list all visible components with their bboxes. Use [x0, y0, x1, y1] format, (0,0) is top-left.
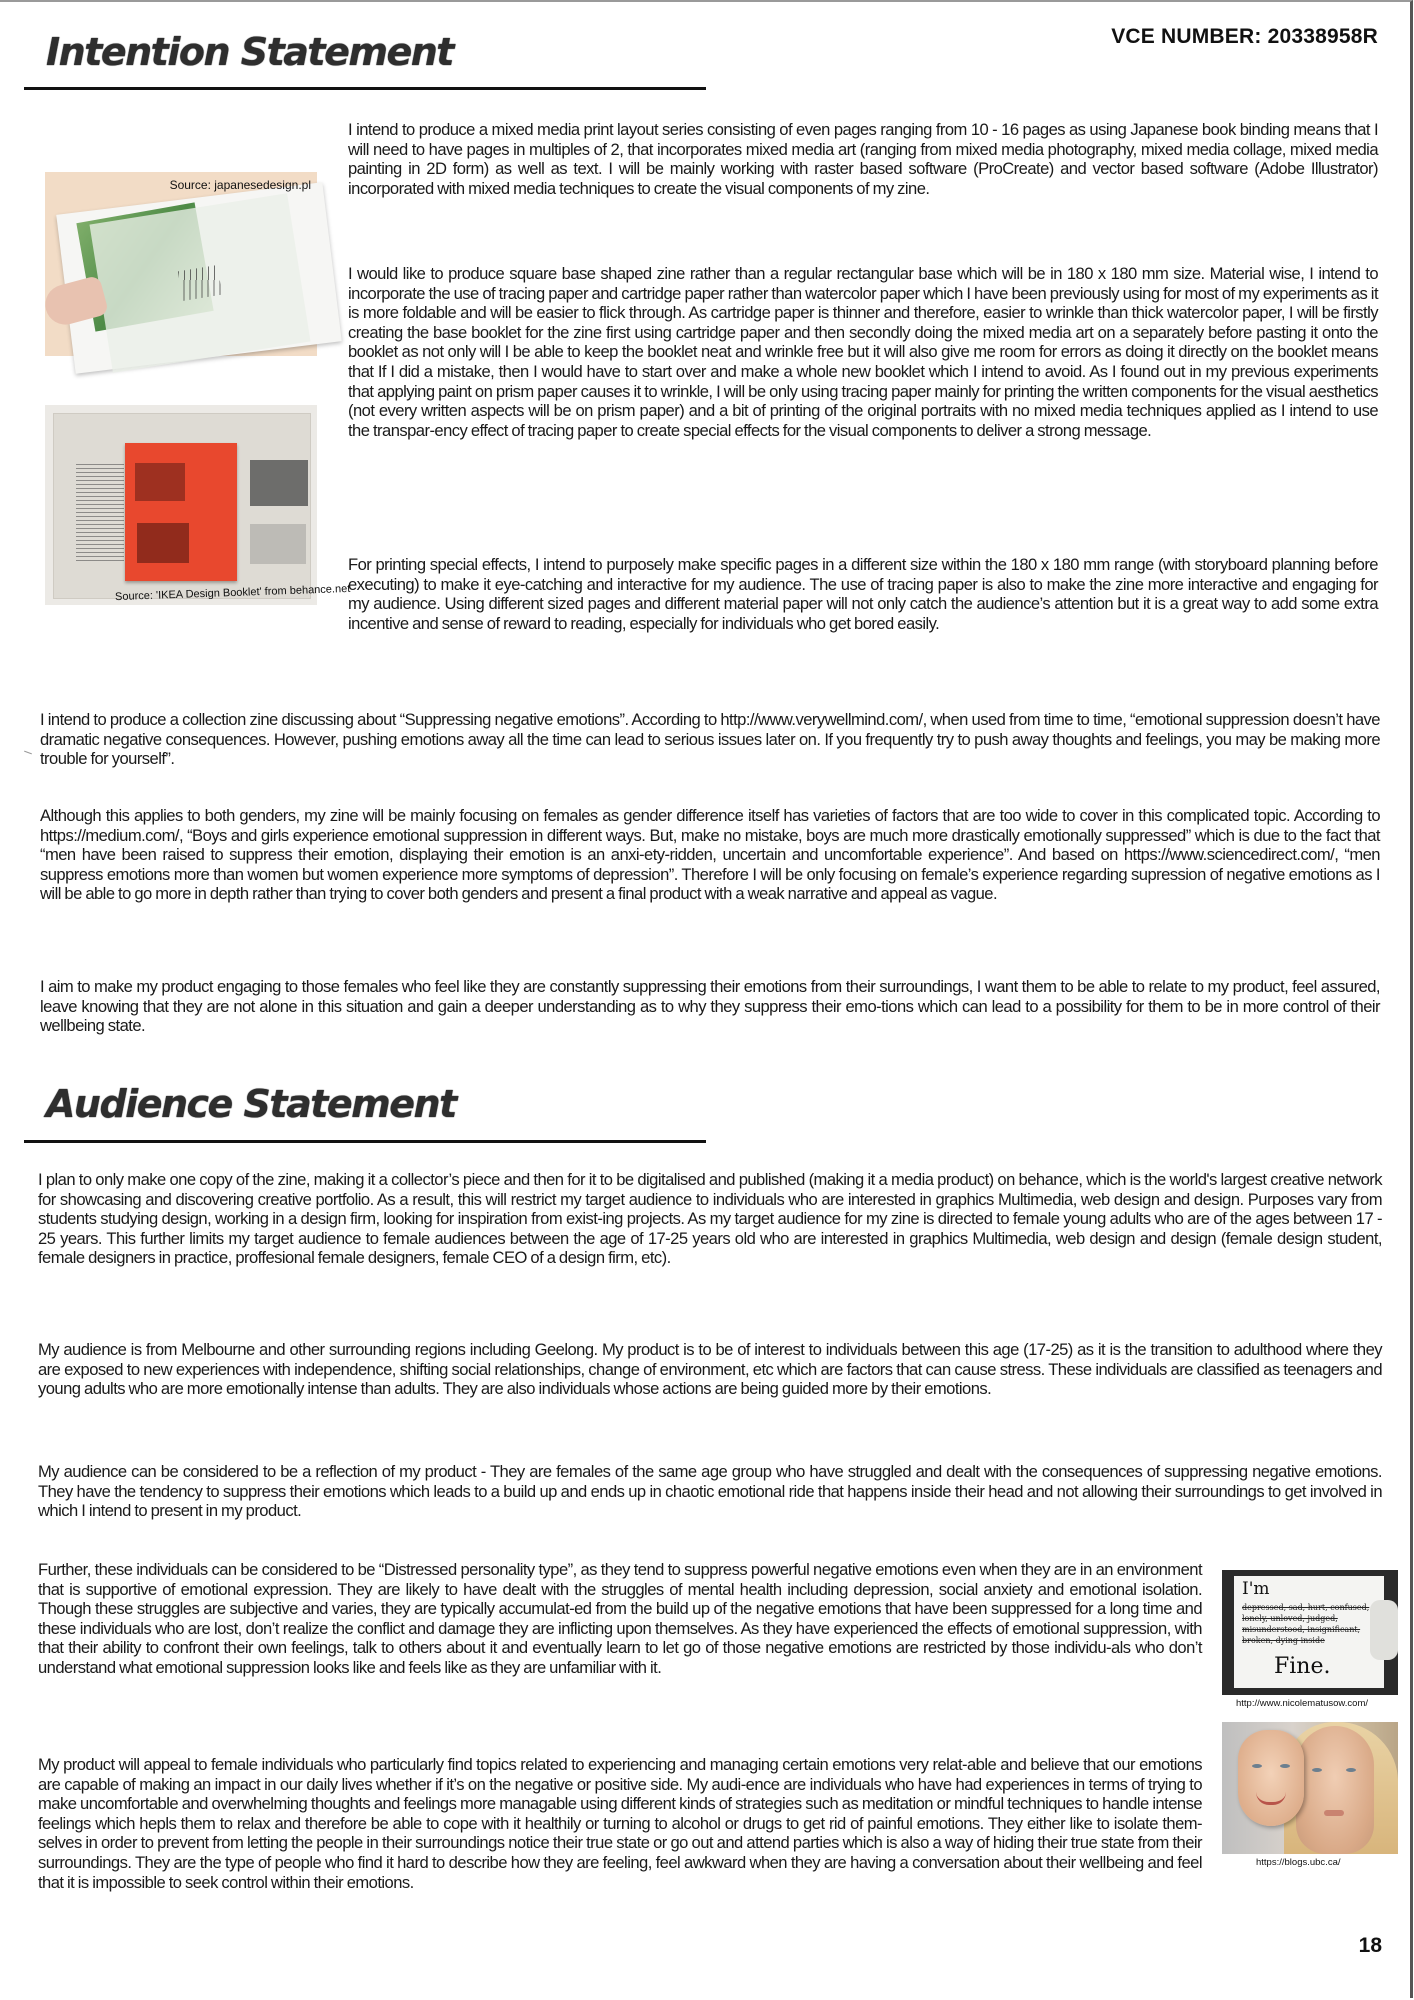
- im-fine-sign-image: [1222, 1570, 1398, 1695]
- sign-struck-words: depressed, sad, hurt, confused, lonely, unloved, judged, misunderstood, insignificant, broken, dying inside: [1242, 1603, 1370, 1645]
- audience-heading-rule: [24, 1140, 706, 1143]
- audience-paragraph: My audience is from Melbourne and other surrounding regions including Geelong. My product is to be of interest to individuals between this age (17-25) as it is the transition to adulthood where they are exposed to new experiences with independence, shifting social relationships, change of environment, etc which are factors that can cause stress. These individuals are classified as teenagers and young adults who are more emotionally intense than adults. They are also individuals whose actions are being guided more by their emotions.: [38, 1340, 1382, 1399]
- sign-text-bottom: Fine.: [1274, 1654, 1331, 1679]
- audience-paragraph: I plan to only make one copy of the zine, making it a collector’s piece and then for it to be digitalised and published (making it a media product) on behance, which is the world's largest creative network for showcasing and discovering creative portfolio. As a result, this will restrict my target audience to individuals who are interested in graphics Multimedia, web design and design. Purposes vary from students studying design, working in a design firm, looking for inspiration from exist-ing projects. As my target audience for my zine is directed to female young adults who are of the ages between 17 - 25 years. This further limits my target audience to female audiences between the age of 17-25 years old who are interested in graphics Multimedia, web design and design (female design student, female designers in practice, proffesional female designers, female CEO of a design firm, etc).: [38, 1170, 1382, 1268]
- ikea-booklet-image: [45, 405, 351, 605]
- audience-paragraph: Further, these individuals can be considered to be “Distressed personality type”, as they tend to suppress powerful negative emotions even when they are in an environment that is supportive of emotional expression. They are likely to have dealt with the struggles of mental health including depression, social anxiety and emotional isolation. Though these struggles are subjective and varies, they are typically accumulat-ed from the build up of the negative emotions that have been suppressed for a long time and these individuals who are lost, don’t realize the conflict and damage they are inflicting upon themselves. As they have experienced the effects of emotional suppression, with that their ability to confront their own feelings, talk to others about it and eventually learn to let go of those negative emotions are restricted by those individu-als who don’t understand what emotional suppression looks like and feels like as they are unfamiliar with it.: [38, 1560, 1202, 1677]
- lips: [1324, 1810, 1344, 1816]
- photo-print: [135, 463, 185, 501]
- tracing-paper-page: [89, 193, 310, 372]
- intention-heading-rule: [24, 87, 706, 90]
- scan-mark: [24, 751, 32, 755]
- bw-photo: [250, 460, 308, 506]
- intention-paragraph: I would like to produce square base shaped zine rather than a regular rectangular base which will be in 180 x 180 mm size. Material wise, I intend to incorporate the use of tracing paper and cartridge paper rather than watercolor paper which I have been previously using for most of my experiments as it is more foldable and will be easier to flick through. As cartridge paper is thinner and therefore, easier to wrinkle than thick watercolor paper, I will be firstly creating the base booklet for the zine first using cartridge paper and then secondly doing the mixed media art on a separately before pasting it onto the booklet as not only will I be able to keep the booklet neat and wrinkle free but it will also give me room for errors as doing it directly on the booklet means that If I did a mistake, then I would have to start over and make a whole new booklet which I intend to avoid. As I found out in my previous experiments that applying paint on prism paper causes it to wrinkle, I will be only using tracing paper mainly for printing the written components for the visual aesthetics (not every written aspects will be on prism paper) and a bit of printing of the original portraits with no mixed media techniques applied as I intend to use the transpar-ency effect of tracing paper to create special effects for the visual components to deliver a strong message.: [348, 264, 1378, 440]
- intention-paragraph: I intend to produce a collection zine discussing about “Suppressing negative emotions”. According to http://www.verywellmind.com/, when used from time to time, “emotional suppression doesn’t have dramatic negative consequences. However, pushing emotions away all the time can lead to serious issues later on. If you frequently try to push away thoughts and feelings, you may be making more trouble for yourself”.: [40, 710, 1380, 769]
- eye: [1312, 1768, 1322, 1772]
- eye: [1252, 1764, 1262, 1768]
- eye: [1346, 1768, 1356, 1772]
- intention-paragraph: I aim to make my product engaging to those females who feel like they are constantly suppressing their emotions from their surroundings, I want them to be able to relate to my product, feel assured, leave knowing that they are not alone in this situation and gain a deeper understanding as to why they suppress their emo-tions which can lead to a possibility for them to be in more control of their wellbeing state.: [40, 977, 1380, 1036]
- photo-print: [137, 523, 189, 563]
- page-number: 18: [1358, 1934, 1382, 1957]
- audience-paragraph: My product will appeal to female individuals who particularly find topics related to experiencing and managing certain emotions very relat-able and believe that our emotions are capable of making an impact in our daily lives whether if it’s on the negative or positive side. My audi-ence are individuals who have had experiences in terms of trying to make uncomfortable and overwhelming thoughts and feelings more managable using different kinds of strategies such as meditation or mindful techniques to handle intense feelings which hepls them to relax and therefore be able to cope with it healthily or turning to alcohol or drugs to get rid of painful emotions. They either like to isolate them-selves in order to prevent from letting the people in their surroundings notice their true state or go out and attend parties which is also a way of hiding their true state from their surroundings. They are the type of people who find it hard to describe how they are feeling, feel awkward when they are having a conversation about their wellbeing and feel that it is impossible to seek control within their emotions.: [38, 1755, 1202, 1892]
- intention-paragraph: For printing special effects, I intend to purposely make specific pages in a different size within the 180 x 180 mm range (with storyboard planning before executing) to make it eye-catching and interactive for my audience. The use of tracing paper is also to make the zine more interactive and engaging for my audience. Using different sized pages and different material paper will not only catch the audience’s attention but it is a great way to add some extra incentive and sense of reward to reading, especially for individuals who get bored easily.: [348, 555, 1378, 633]
- eye: [1280, 1764, 1290, 1768]
- audience-paragraph: My audience can be considered to be a reflection of my product - They are females of the same age group who have struggled and dealt with the consequences of suppressing negative emotions. They have the tendency to suppress their emotions which leads to a build up and ends up in chaotic emotional ride that happens inside their head and not allowing their surroundings to get involved in which I intend to present in my product.: [38, 1462, 1382, 1521]
- hand: [1370, 1600, 1398, 1660]
- red-tracing-page: [125, 443, 237, 581]
- text-column: [76, 464, 124, 564]
- sign-text-top: I'm: [1242, 1579, 1270, 1599]
- bw-photo: [250, 524, 306, 564]
- serious-face: [1296, 1726, 1374, 1854]
- audience-heading: Audience Statement: [46, 1082, 456, 1126]
- mask-woman-image: [1222, 1722, 1398, 1854]
- smile: [1256, 1792, 1286, 1805]
- smiling-mask: [1238, 1730, 1304, 1826]
- intention-paragraph: I intend to produce a mixed media print layout series consisting of even pages ranging from 10 - 16 pages as using Japanese book binding means that I will need to have pages in multiples of 2, that incorporates mixed media art (ranging from mixed media photography, mixed media collage, mixed media painting in 2D form) as well as text. I will be mainly working with raster based software (ProCreate) and vector based software (Adobe Illustrator) incorporated with mixed media techniques to create the visual components of my zine.: [348, 120, 1378, 198]
- figure-caption: https://blogs.ubc.ca/: [1256, 1857, 1341, 1868]
- figure-caption: Source: japanesedesign.pl: [169, 178, 311, 192]
- figure-caption: http://www.nicolematusow.com/: [1236, 1698, 1368, 1709]
- intention-paragraph: Although this applies to both genders, my zine will be mainly focusing on females as gender difference itself has varieties of factors that are too wide to cover in this complicated topic. According to https://medium.com/, “Boys and girls experience emotional suppression in different ways. But, make no mistake, boys are much more drastically emotionally suppressed” which is due to the fact that “men have been raised to suppress their emotion, displaying their emotion is an anxi-ety-ridden, uncertain and uncomfortable experience”. And based on https://www.sciencedirect.com/, “men suppress emotions more than women but women experience more symptoms of depression”. Therefore I will be only focusing on female’s experience regarding supression of negative emotions as I will be able to go more in depth rather than trying to cover both genders and present a final product with a weak narrative and appeal as vague.: [40, 806, 1380, 904]
- handwritten-sign: [1234, 1576, 1384, 1688]
- intention-heading: Intention Statement: [46, 30, 453, 74]
- japanese-design-image: [45, 172, 317, 356]
- figure-caption: Source: 'IKEA Design Booklet' from behance.net: [114, 582, 351, 604]
- vce-number: VCE NUMBER: 20338958R: [1111, 25, 1378, 48]
- printed-text-lines: [178, 265, 222, 301]
